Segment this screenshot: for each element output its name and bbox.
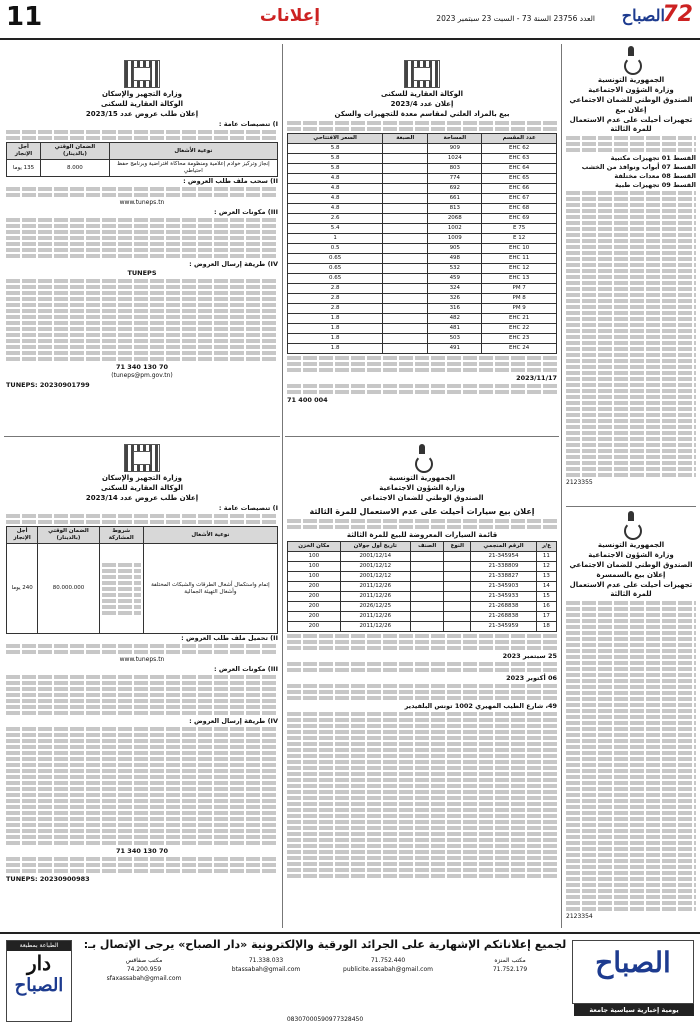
lot-area: 503 <box>428 334 482 344</box>
ad-notice: إعلان طلب عروض عدد 2023/15 <box>85 110 199 118</box>
lot-area: 316 <box>428 304 482 314</box>
page-number: 11 <box>6 2 43 32</box>
table-row <box>288 334 557 344</box>
table-header: الضمان الوقتي (بالدينار) <box>41 143 110 160</box>
lot-id: EHC 22 <box>482 324 557 334</box>
lot-area: 909 <box>428 144 482 154</box>
vehicle-make <box>444 612 471 622</box>
lot-price: 2.6 <box>288 214 383 224</box>
vehicle-first-use: 2001/12/12 <box>340 562 410 572</box>
ad-title: تجهيزات أحيلت على عدم الاستعمال للمرة الثالثة <box>569 116 693 133</box>
table-row <box>288 244 557 254</box>
ad-agency: الوكالة العقارية للسكنى <box>100 484 184 492</box>
ad-deadline: 25 سبتمبر 2023 <box>502 652 557 660</box>
website-link: www.tuneps.tn <box>119 199 165 206</box>
lot-price: 2.8 <box>288 284 383 294</box>
lot-area: 532 <box>428 264 482 274</box>
ad-ministry: وزارة الشؤون الاجتماعية <box>379 484 465 492</box>
ad-ministry: وزارة التجهيز والإسكان <box>101 474 183 482</box>
lot-price: 1.8 <box>288 314 383 324</box>
issue-line: العدد 23756 السنة 73 - السبت 23 سبتمبر 2023 <box>436 14 595 23</box>
lot-id: EHC 21 <box>482 314 557 324</box>
lot-type <box>383 234 428 244</box>
table-row <box>288 314 557 324</box>
lot-price: 2.8 <box>288 294 383 304</box>
agency-logo-icon <box>124 60 160 88</box>
table-row <box>288 552 557 562</box>
vehicle-class <box>410 582 444 592</box>
vehicle-storage: 200 <box>288 612 341 622</box>
ad-address: 49، شارع الطيب المهيري 1002 تونس البلفيدير <box>404 702 557 710</box>
vehicle-plate: 21-268838 <box>471 612 537 622</box>
lot-price: 4.8 <box>288 204 383 214</box>
vehicle-class <box>410 552 444 562</box>
lot-type <box>383 224 428 234</box>
vehicle-class <box>410 572 444 582</box>
ad-cnss-equipment-sale <box>566 46 696 501</box>
lot-type <box>383 164 428 174</box>
section-title: إعلانات <box>259 6 321 26</box>
lot-item: القسط 07 أبواب ونوافذ من الخشب <box>581 163 696 171</box>
section-heading: IV) طريقة إرسال العروض : <box>189 717 278 725</box>
lot-price: 0.65 <box>288 274 383 284</box>
table-row <box>288 214 557 224</box>
vehicle-first-use: 2011/12/26 <box>340 622 410 632</box>
vehicle-number: 12 <box>536 562 556 572</box>
ad-phone: 71 340 130 70 <box>115 363 169 371</box>
lot-type <box>383 284 428 294</box>
vehicle-number: 11 <box>536 552 556 562</box>
tender-table <box>6 142 278 177</box>
table-row <box>288 184 557 194</box>
lot-price: 2.8 <box>288 304 383 314</box>
lot-id: EHC 12 <box>482 264 557 274</box>
contact-phone: 71.338.033 <box>248 957 284 964</box>
lot-price: 1 <box>288 234 383 244</box>
contact-phone: 71.752.179 <box>492 966 528 973</box>
ad-fund: الصندوق الوطني للضمان الاجتماعي <box>569 561 693 569</box>
footer-bank-account: 08307000590977328450 <box>286 1016 364 1023</box>
ad-ahl-tender-15 <box>6 60 278 432</box>
lot-type <box>383 264 428 274</box>
contact-block <box>84 956 204 983</box>
ad-agency: الوكالة العقارية للسكنى <box>380 90 464 98</box>
vehicle-plate: 21-338827 <box>471 572 537 582</box>
vehicle-storage: 200 <box>288 592 341 602</box>
agency-logo-icon <box>404 60 440 88</box>
table-cell: 80.000.000 <box>38 544 99 634</box>
table-cell: 8.000 <box>41 160 110 177</box>
lot-type <box>383 254 428 264</box>
table-row <box>288 224 557 234</box>
lot-type <box>383 304 428 314</box>
table-header: مكان الخزن <box>288 542 341 552</box>
lot-type <box>383 144 428 154</box>
lot-area: 1024 <box>428 154 482 164</box>
table-header: الصنف <box>410 542 444 552</box>
lot-area: 813 <box>428 204 482 214</box>
table-header: نوعية الأشغال <box>143 527 277 544</box>
row-divider <box>285 436 559 437</box>
ad-ahl-tender-14 <box>6 444 278 928</box>
footer-newspaper-logo <box>572 940 694 1004</box>
lot-area: 459 <box>428 274 482 284</box>
table-row <box>288 154 557 164</box>
lot-area: 692 <box>428 184 482 194</box>
ad-notice: إعلان بيع <box>615 106 647 114</box>
vehicle-number: 16 <box>536 602 556 612</box>
table-header: المساحة <box>428 134 482 144</box>
ad-notice: إعلان بيع بالسمسرة <box>596 571 666 579</box>
table-row <box>288 304 557 314</box>
lot-area: 326 <box>428 294 482 304</box>
table-header: الصبغة <box>383 134 428 144</box>
column-divider <box>561 44 562 928</box>
table-row <box>288 284 557 294</box>
lot-price: 1.8 <box>288 334 383 344</box>
table-row <box>288 572 557 582</box>
contact-block <box>206 956 326 974</box>
vehicle-make <box>444 592 471 602</box>
table-cell: 135 يوما <box>7 160 41 177</box>
ad-ministry: وزارة الشؤون الاجتماعية <box>588 551 674 559</box>
lot-type <box>383 274 428 284</box>
vehicle-class <box>410 592 444 602</box>
ad-republic: الجمهورية التونسية <box>597 541 665 549</box>
tender-table <box>6 526 278 634</box>
vehicle-first-use: 2001/12/12 <box>340 572 410 582</box>
vehicle-first-use: 2011/12/26 <box>340 592 410 602</box>
lot-type <box>383 154 428 164</box>
lot-price: 5.8 <box>288 164 383 174</box>
lot-id: EHC 62 <box>482 144 557 154</box>
lot-type <box>383 204 428 214</box>
ad-email: (tuneps@pm.gov.tn) <box>111 372 173 379</box>
ad-phone: 71 400 004 <box>287 396 328 404</box>
logo-name: الصباح <box>621 6 665 25</box>
lot-type <box>383 184 428 194</box>
vehicle-first-use: 2026/12/25 <box>340 602 410 612</box>
section-heading: I) تنصيصات عامة : <box>218 504 278 512</box>
newspaper-logo <box>595 2 695 34</box>
table-row <box>288 592 557 602</box>
vehicle-class <box>410 562 444 572</box>
vehicle-storage: 100 <box>288 552 341 562</box>
ad-cnss-auction <box>566 506 696 931</box>
ad-ministry: وزارة الشؤون الاجتماعية <box>588 86 674 94</box>
vehicle-storage: 200 <box>288 582 341 592</box>
vehicle-plate: 21-338809 <box>471 562 537 572</box>
lot-area: 1009 <box>428 234 482 244</box>
lot-item: القسط 08 معدات مختلفة <box>614 172 696 180</box>
section-heading: III) مكونات العرض : <box>213 208 278 216</box>
ad-ref: TUNEPS: 20230900983 <box>6 875 90 883</box>
ad-code: 2123354 <box>566 913 593 920</box>
vehicle-plate: 21-345903 <box>471 582 537 592</box>
table-row <box>288 562 557 572</box>
vehicle-number: 17 <box>536 612 556 622</box>
table-header: أجل الإنجاز <box>7 143 41 160</box>
lot-id: EHC 10 <box>482 244 557 254</box>
lot-id: EHC 63 <box>482 154 557 164</box>
lot-area: 803 <box>428 164 482 174</box>
lot-price: 0.65 <box>288 254 383 264</box>
vehicle-storage: 200 <box>288 622 341 632</box>
table-row <box>288 264 557 274</box>
vehicle-class <box>410 612 444 622</box>
lot-price: 1.8 <box>288 324 383 334</box>
lot-area: 498 <box>428 254 482 264</box>
ad-agency: الوكالة العقارية للسكنى <box>100 100 184 108</box>
ad-republic: الجمهورية التونسية <box>388 474 456 482</box>
lot-area: 2068 <box>428 214 482 224</box>
section-heading: II) سحب ملف طلب العروض : <box>183 177 278 185</box>
table-header: الضمان الوقتي (بالدينار) <box>38 527 99 544</box>
table-row <box>288 274 557 284</box>
vehicle-number: 13 <box>536 572 556 582</box>
lot-item: القسط 09 تجهيزات طبية <box>614 181 696 189</box>
vehicle-class <box>410 622 444 632</box>
vehicle-plate: 21-345954 <box>471 552 537 562</box>
table-row <box>288 324 557 334</box>
printer-label: الطباعة بمطبعة <box>7 941 71 951</box>
ad-notice: إعلان عدد 2023/4 <box>390 100 454 108</box>
ad-notice: إعلان طلب عروض عدد 2023/14 <box>85 494 199 502</box>
footer-printer-logo <box>6 940 72 1022</box>
vehicles-table <box>287 541 557 632</box>
ad-ministry: وزارة التجهيز والإسكان <box>101 90 183 98</box>
lot-id: EHC 64 <box>482 164 557 174</box>
list-title: قائمة السيارات المعروضة للبيع للمرة الثالثة <box>346 531 498 539</box>
tunisia-seal-icon <box>413 444 431 472</box>
lot-price: 0.65 <box>288 264 383 274</box>
table-cell: 240 يوما <box>7 544 38 634</box>
lot-id: EHC 69 <box>482 214 557 224</box>
section-heading: II) تحميل ملف طلب العروض : <box>181 634 278 642</box>
table-header: عدد المقسم <box>482 134 557 144</box>
lot-type <box>383 244 428 254</box>
agency-logo-icon <box>124 444 160 472</box>
lot-price: 1.8 <box>288 344 383 354</box>
row-divider <box>4 436 280 437</box>
footer-tagline: يومية إخبارية سياسية جامعة <box>574 1004 694 1016</box>
contact-email[interactable]: btassabah@gmail.com <box>231 966 301 973</box>
table-row <box>288 622 557 632</box>
lot-id: EHC 68 <box>482 204 557 214</box>
vehicle-first-use: 2011/12/26 <box>340 612 410 622</box>
table-header: أجل الإنجاز <box>7 527 38 544</box>
lot-area: 491 <box>428 344 482 354</box>
lot-price: 5.8 <box>288 144 383 154</box>
lot-id: EHC 11 <box>482 254 557 264</box>
vehicle-make <box>444 572 471 582</box>
vehicle-plate: 21-345933 <box>471 592 537 602</box>
footer-logo-name: الصباح <box>595 946 671 979</box>
contact-label: مكتب المنزه <box>494 957 526 964</box>
table-cell: إتمام واستكمال أشغال الطرقات والشبكات المختلفة وأشغال التهيئة الجمالية <box>143 544 277 634</box>
table-row <box>288 204 557 214</box>
vehicle-plate: 21-268838 <box>471 602 537 612</box>
footer-headline: لجميع إعلاناتكم الإشهارية على الجرائد الورقية والإلكترونية «دار الصباح» يرجى الإتصال بـ: <box>83 938 567 951</box>
contact-phone: 74.200.959 <box>126 966 162 973</box>
printer-name-2: الصباح <box>14 975 64 996</box>
vehicle-first-use: 2001/12/14 <box>340 552 410 562</box>
table-header: النوع <box>444 542 471 552</box>
ad-ref: TUNEPS: 20230901799 <box>6 381 90 389</box>
lot-area: 481 <box>428 324 482 334</box>
vehicle-make <box>444 582 471 592</box>
lot-id: PM 9 <box>482 304 557 314</box>
vehicle-make <box>444 552 471 562</box>
lot-price: 5.8 <box>288 154 383 164</box>
lot-id: PM 7 <box>482 284 557 294</box>
lot-id: EHC 23 <box>482 334 557 344</box>
table-header: السعر الافتتاحي <box>288 134 383 144</box>
lot-type <box>383 194 428 204</box>
contact-email[interactable]: sfaxassabah@gmail.com <box>106 975 182 982</box>
table-row <box>288 344 557 354</box>
table-row <box>288 194 557 204</box>
vehicle-number: 18 <box>536 622 556 632</box>
table-row <box>288 294 557 304</box>
logo-number: 72 <box>662 2 693 27</box>
lot-type <box>383 344 428 354</box>
lot-price: 4.8 <box>288 184 383 194</box>
lot-type <box>383 214 428 224</box>
lot-id: EHC 24 <box>482 344 557 354</box>
contact-label: مكتب صفاقس <box>125 957 163 964</box>
contact-phone: 71.752.440 <box>370 957 406 964</box>
ad-subtitle: بيع بالمزاد العلني لمقاسم معدة للتجهيزات والسكن <box>334 110 510 118</box>
vehicle-number: 14 <box>536 582 556 592</box>
printer-name-1: دار <box>26 951 52 975</box>
tunisia-seal-icon <box>622 46 640 74</box>
lot-type <box>383 334 428 344</box>
ad-date: 2023/11/17 <box>516 374 557 382</box>
ad-code: 2123355 <box>566 479 593 486</box>
tunisia-seal-icon <box>622 511 640 539</box>
lot-price: 4.8 <box>288 174 383 184</box>
table-header: تاريخ أول جولان <box>340 542 410 552</box>
lot-price: 5.4 <box>288 224 383 234</box>
lot-type <box>383 294 428 304</box>
lot-area: 774 <box>428 174 482 184</box>
table-row <box>288 234 557 244</box>
vehicle-first-use: 2011/12/26 <box>340 582 410 592</box>
contact-block <box>450 956 570 974</box>
ad-fund: الصندوق الوطني للضمان الاجتماعي <box>569 96 693 104</box>
table-header: الرقم المنجمي <box>471 542 537 552</box>
table-cell: إنجاز وتركيز خوادم إعلامية ومنظومة محاكاة افتراضية وبرنامج حفظ احتياطي <box>109 160 277 177</box>
table-row <box>288 174 557 184</box>
table-header: شروط المشاركة <box>99 527 143 544</box>
lot-type <box>383 324 428 334</box>
section-heading: IV) طريقة إرسال العروض : <box>189 260 278 268</box>
lot-id: EHC 13 <box>482 274 557 284</box>
lot-area: 661 <box>428 194 482 204</box>
ad-title: تجهيزات أحيلت على عدم الاستعمال للمرة الثالثة <box>569 581 693 598</box>
vehicle-make <box>444 602 471 612</box>
ad-phone: 71 340 130 70 <box>115 847 169 855</box>
table-row <box>288 582 557 592</box>
lot-type <box>383 314 428 324</box>
ad-title: إعلان بيع سيارات أحيلت على عدم الاستعمال للمرة الثالثة <box>309 507 535 516</box>
lot-type <box>383 174 428 184</box>
ad-fund: الصندوق الوطني للضمان الاجتماعي <box>360 494 484 502</box>
land-lots-table <box>287 133 557 354</box>
lot-area: 482 <box>428 314 482 324</box>
vehicle-make <box>444 622 471 632</box>
vehicle-number: 15 <box>536 592 556 602</box>
vehicle-storage: 100 <box>288 572 341 582</box>
lot-id: EHC 66 <box>482 184 557 194</box>
table-header: ع/ر <box>536 542 556 552</box>
vehicle-class <box>410 602 444 612</box>
table-row <box>288 164 557 174</box>
lot-id: PM 8 <box>482 294 557 304</box>
table-row <box>288 602 557 612</box>
lot-id: E 75 <box>482 224 557 234</box>
table-cell <box>99 544 143 634</box>
vehicle-storage: 200 <box>288 602 341 612</box>
table-header: نوعية الأشغال <box>109 143 277 160</box>
vehicle-storage: 100 <box>288 562 341 572</box>
column-divider <box>282 44 283 928</box>
vehicle-make <box>444 562 471 572</box>
lot-id: EHC 67 <box>482 194 557 204</box>
lot-price: 4.8 <box>288 194 383 204</box>
ad-republic: الجمهورية التونسية <box>597 76 665 84</box>
ad-ahl-land-auction <box>287 60 557 432</box>
table-row <box>288 612 557 622</box>
website-link: www.tuneps.tn <box>119 656 165 663</box>
lot-price: 0.5 <box>288 244 383 254</box>
ad-opening: 06 أكتوبر 2023 <box>506 674 557 682</box>
section-heading: III) مكونات العرض : <box>213 665 278 673</box>
ad-cnss-vehicle-sale <box>287 444 557 928</box>
contact-block <box>328 956 448 974</box>
tuneps-label: TUNEPS <box>127 269 157 277</box>
table-row <box>288 254 557 264</box>
table-row <box>288 144 557 154</box>
vehicle-plate: 21-345959 <box>471 622 537 632</box>
contact-email[interactable]: publicite.assabah@gmail.com <box>343 966 433 973</box>
lot-id: E 12 <box>482 234 557 244</box>
lot-id: EHC 65 <box>482 174 557 184</box>
lot-area: 1002 <box>428 224 482 234</box>
section-heading: I) تنصيصات عامة : <box>218 120 278 128</box>
lot-area: 324 <box>428 284 482 294</box>
lot-item: القسط 01 تجهيزات مكتبية <box>610 154 696 162</box>
lot-area: 905 <box>428 244 482 254</box>
